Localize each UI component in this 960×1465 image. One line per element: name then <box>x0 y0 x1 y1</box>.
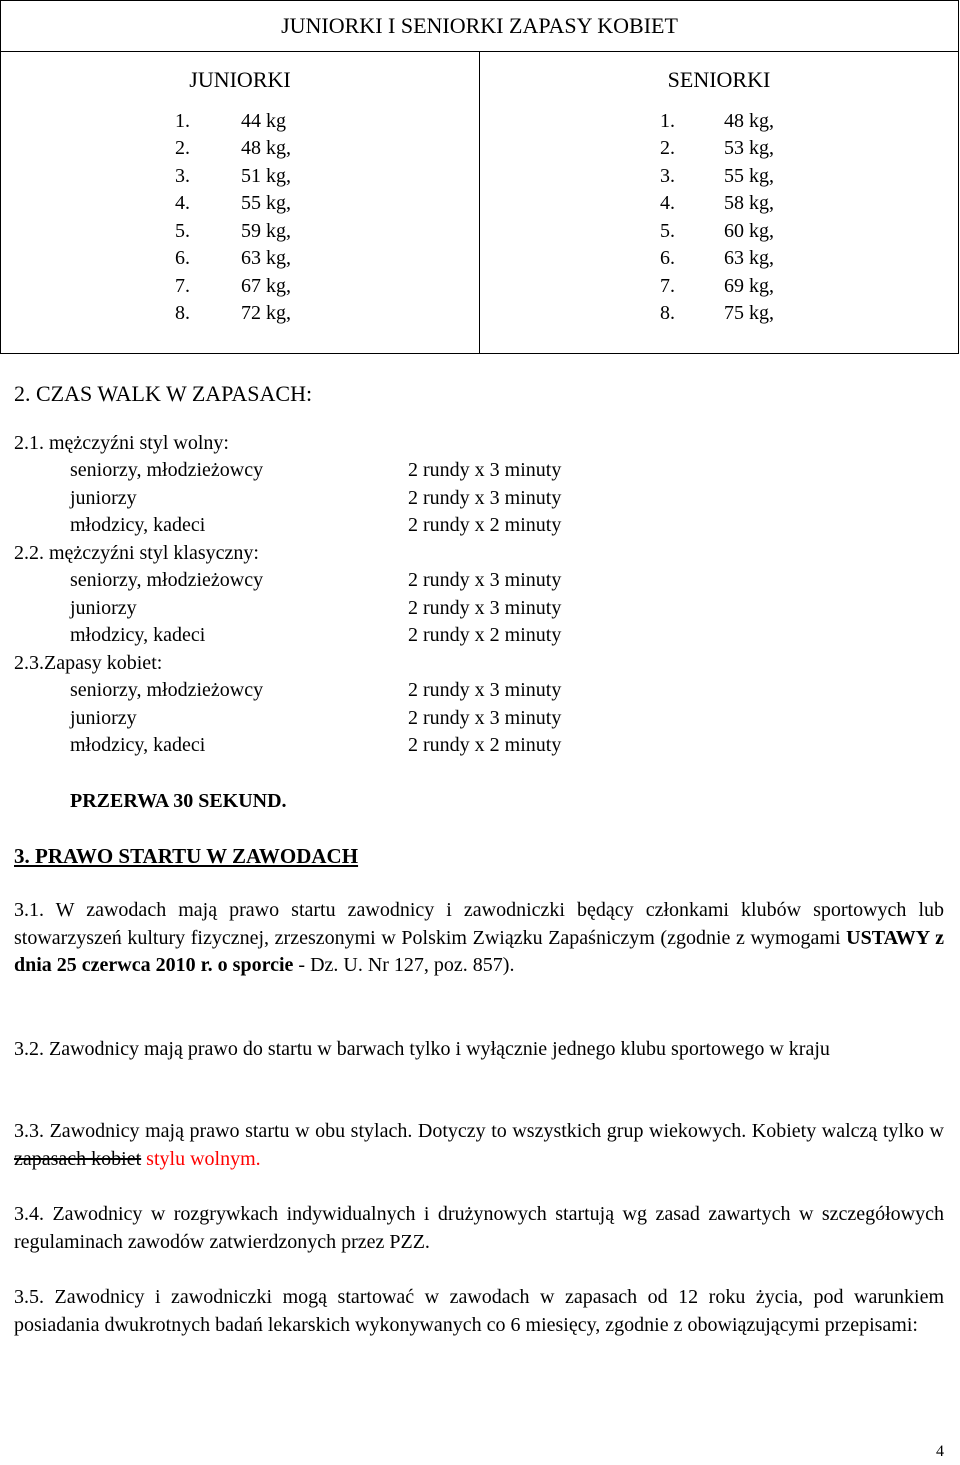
weight-row <box>1 245 479 273</box>
weight-number: 1. <box>175 109 190 132</box>
bout-duration: 2 rundy x 2 minuty <box>408 624 562 646</box>
bout-duration: 2 rundy x 3 minuty <box>408 596 562 619</box>
weight-value: 44 kg <box>241 109 286 132</box>
sub3-title: 2.3.Zapasy kobiet: <box>14 652 163 674</box>
paragraph-3-3 <box>14 1118 944 1173</box>
weight-value: 55 kg, <box>724 164 774 187</box>
p33-red-text: stylu wolnym <box>146 1147 256 1170</box>
seniorki-column <box>480 52 959 354</box>
paragraph-3-1 <box>14 897 944 980</box>
bout-duration: 2 rundy x 3 minuty <box>408 569 562 591</box>
weight-class-table <box>0 0 959 354</box>
weight-number: 7. <box>660 274 675 297</box>
weight-number: 5. <box>660 219 675 242</box>
weight-row <box>1 108 479 136</box>
weight-row <box>480 163 958 191</box>
weight-value: 63 kg, <box>724 247 774 269</box>
weight-number: 5. <box>175 219 190 242</box>
weight-value: 48 kg, <box>241 137 291 159</box>
sub2-title: 2.2. mężczyźni styl klasyczny: <box>14 542 259 564</box>
juniorki-list <box>1 108 479 328</box>
weight-number: 4. <box>660 192 675 214</box>
weight-number: 6. <box>175 247 190 269</box>
weight-value: 60 kg, <box>724 219 774 242</box>
weight-row <box>1 190 479 218</box>
bout-duration: 2 rundy x 2 minuty <box>408 514 562 536</box>
sub1-title: 2.1. mężczyźni styl wolny: <box>14 432 229 454</box>
age-group-label: młodzicy, kadeci <box>70 734 206 756</box>
paragraph-3-2: 3.2. Zawodnicy mają prawo do startu w barwach tylko i wyłącznie jednego klubu sportowego w kraju <box>14 1038 830 1060</box>
weight-row <box>480 300 958 328</box>
weight-value: 63 kg, <box>241 247 291 269</box>
weight-number: 7. <box>175 274 190 297</box>
weight-number: 1. <box>660 109 675 132</box>
juniorki-column <box>1 52 480 354</box>
weight-number: 3. <box>175 164 190 187</box>
weight-value: 48 kg, <box>724 109 774 132</box>
weight-row <box>480 108 958 136</box>
bout-duration: 2 rundy x 3 minuty <box>408 459 562 481</box>
break-note: PRZERWA 30 SEKUND. <box>70 790 287 812</box>
section2-heading: 2. CZAS WALK W ZAPASACH: <box>14 381 313 406</box>
age-group-label: seniorzy, młodzieżowcy <box>70 459 264 481</box>
weight-number: 8. <box>660 302 675 324</box>
age-group-label: seniorzy, młodzieżowcy <box>70 679 264 701</box>
weight-row <box>1 273 479 301</box>
weight-row <box>480 218 958 246</box>
weight-number: 2. <box>175 137 190 159</box>
weight-value: 69 kg, <box>724 274 774 297</box>
weight-value: 51 kg, <box>241 164 291 187</box>
weight-number: 8. <box>175 302 190 324</box>
weight-row <box>1 300 479 328</box>
weight-row <box>1 135 479 163</box>
bout-duration: 2 rundy x 3 minuty <box>408 706 562 729</box>
weight-value: 55 kg, <box>241 192 291 214</box>
page-number: 4 <box>936 1443 944 1460</box>
paragraph-3-5: 3.5. Zawodnicy i zawodniczki mogą startować w zawodach w zapasach od 12 roku życia, pod warunkiem posiadania dwukrotnych badań lekarskich wykonywanych co 6 miesięcy, zgodnie z obowiązującymi przepisami: <box>14 1286 944 1336</box>
p31-text: 3.1. W zawodach mają prawo startu zawodnicy i zawodniczki będący członkami klubów sportowych lub stowarzyszeń kultury fizycznej, zrzeszonymi w Polskim Związku Zapaśniczym (zgodnie z wymogami <box>14 899 944 949</box>
weight-number: 2. <box>660 137 675 159</box>
age-group-label: juniorzy <box>70 486 137 509</box>
weight-number: 6. <box>660 247 675 269</box>
weight-row <box>480 273 958 301</box>
weight-value: 75 kg, <box>724 302 774 324</box>
age-group-label: młodzicy, kadeci <box>70 624 206 646</box>
weight-number: 3. <box>660 164 675 187</box>
p33-text: 3.3. Zawodnicy mają prawo startu w obu stylach. Dotyczy to wszystkich grup wiekowych. Kobiety walczą tylko w <box>14 1120 944 1142</box>
age-group-label: juniorzy <box>70 706 137 729</box>
p31-text-end: - Dz. U. Nr 127, poz. 857). <box>293 954 515 976</box>
age-group-label: młodzicy, kadeci <box>70 514 206 536</box>
section3-heading: 3. PRAWO STARTU W ZAWODACH <box>14 844 359 868</box>
table-title: JUNIORKI I SENIORKI ZAPASY KOBIET <box>1 1 959 52</box>
bout-duration: 2 rundy x 3 minuty <box>408 679 562 701</box>
weight-row <box>480 245 958 273</box>
age-group-label: juniorzy <box>70 596 137 619</box>
seniorki-heading: SENIORKI <box>667 67 771 92</box>
weight-row <box>1 218 479 246</box>
weight-value: 72 kg, <box>241 302 291 324</box>
seniorki-list <box>480 108 958 328</box>
weight-value: 58 kg, <box>724 192 774 214</box>
p31-law-name: USTAWY z dnia 25 czerwca 2010 r. o sporcie <box>14 926 944 976</box>
juniorki-heading: JUNIORKI <box>189 67 291 92</box>
age-group-label: seniorzy, młodzieżowcy <box>70 569 264 591</box>
weight-row <box>480 190 958 218</box>
bout-duration: 2 rundy x 2 minuty <box>408 734 562 756</box>
bout-duration: 2 rundy x 3 minuty <box>408 486 562 509</box>
paragraph-3-4: 3.4. Zawodnicy w rozgrywkach indywidualnych i drużynowych startują wg zasad zawartych w szczegółowych regulaminach zawodów zatwierdzonych przez PZZ. <box>14 1203 944 1253</box>
p33-period: . <box>255 1147 261 1170</box>
p33-struck-text: zapasach kobiet <box>14 1147 142 1170</box>
weight-row <box>1 163 479 191</box>
weight-value: 59 kg, <box>241 219 291 242</box>
weight-row <box>480 135 958 163</box>
weight-number: 4. <box>175 192 190 214</box>
weight-value: 67 kg, <box>241 274 291 297</box>
weight-value: 53 kg, <box>724 137 774 159</box>
